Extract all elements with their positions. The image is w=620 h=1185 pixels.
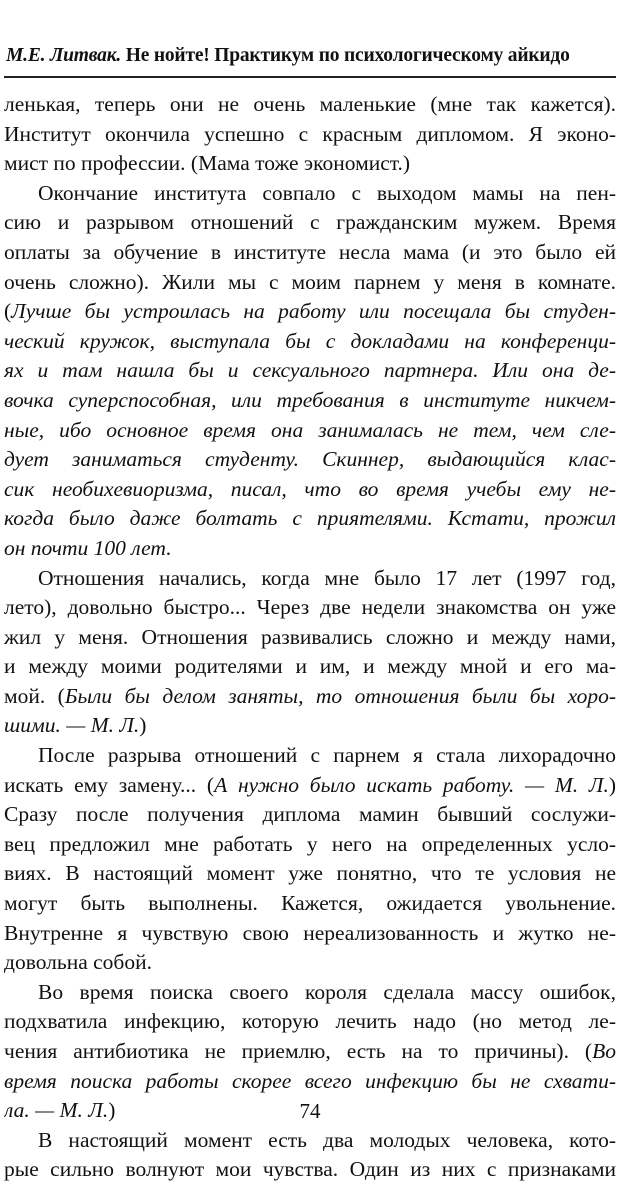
text-segment: оплаты за обучение в институте несла мама (и это было ей <box>4 239 616 264</box>
text-segment: очень сложно). Жили мы с моим парнем у меня в комнате. <box>4 269 616 294</box>
italic-comment-segment: Были бы делом заняты, то отношения были бы хоро- <box>64 683 616 708</box>
text-segment: ) <box>139 713 147 738</box>
italic-comment-segment: Во <box>592 1039 616 1063</box>
text-segment: жил у меня. Отношения развивались сложно и между нами, <box>4 624 616 649</box>
text-segment: вец предложил мне работать у него на определенных усло- <box>4 831 616 856</box>
text-line <box>4 919 616 949</box>
text-line <box>4 1067 616 1097</box>
text-segment: ) <box>608 772 616 797</box>
text-line <box>4 534 616 564</box>
text-line <box>4 504 616 534</box>
text-line <box>4 978 616 1008</box>
text-line <box>4 327 616 357</box>
italic-comment-segment: ях и там нашла бы и сексуального партнера. Или она де- <box>4 358 616 383</box>
text-segment: Отношения начались, когда мне было 17 лет (1997 год, <box>38 565 616 590</box>
text-line <box>4 475 616 505</box>
text-line <box>4 356 616 386</box>
running-head-title: Не нойте! Практикум по психологическому айкидо <box>125 45 570 66</box>
italic-comment-segment: время поиска работы скорее всего инфекцию бы не схвати- <box>4 1068 616 1093</box>
italic-comment-segment: А нужно было искать работу. — М. Л. <box>214 772 609 797</box>
text-line <box>4 208 616 238</box>
text-line <box>4 386 616 416</box>
text-line <box>4 800 616 830</box>
page-number: 74 <box>299 1099 321 1123</box>
text-line <box>4 297 616 327</box>
text-segment: виях. В настоящий момент уже понятно, что те условия не <box>4 861 616 886</box>
italic-comment-segment: ла. — М. Л. <box>4 1098 109 1123</box>
text-line <box>4 889 616 919</box>
text-line <box>4 1126 616 1156</box>
text-line <box>4 445 616 475</box>
text-segment: лето), довольно быстро... Через две недели знакомства он уже <box>4 595 616 620</box>
text-line <box>4 771 616 801</box>
text-line <box>4 1007 616 1037</box>
text-segment: мой. ( <box>4 683 65 708</box>
text-line <box>4 90 616 120</box>
text-segment: могут быть выполнены. Кажется, ожидается увольнение. <box>4 891 616 916</box>
text-segment: После разрыва отношений с парнем я стала лихорадочно <box>38 743 616 768</box>
text-segment: чения антибиотика не приемлю, есть на то причины). ( <box>4 1039 593 1063</box>
text-line <box>4 948 616 978</box>
italic-comment-segment: Лучше бы устроилась на работу или посещала бы студен- <box>11 299 616 324</box>
text-segment: Сразу после получения диплома мамин бывший сослужи- <box>4 802 616 827</box>
text-line <box>4 682 616 712</box>
text-line <box>4 741 616 771</box>
running-head-author: М.Е. Литвак. <box>6 45 122 66</box>
text-line <box>4 859 616 889</box>
running-head <box>6 44 614 68</box>
text-line <box>4 1037 616 1067</box>
text-segment: довольна собой. <box>4 950 152 975</box>
text-line <box>4 623 616 653</box>
italic-comment-segment: вочка суперспособная, или требования в институте никчем- <box>4 387 616 412</box>
text-line <box>4 711 616 741</box>
text-line <box>4 238 616 268</box>
italic-comment-segment: ные, ибо основное время она занималась не тем, чем сле- <box>4 417 616 442</box>
text-segment: рые сильно волнуют мои чувства. Один из них с признаками <box>4 1157 616 1182</box>
text-segment: искать ему замену... ( <box>4 772 215 797</box>
text-line <box>4 652 616 682</box>
body-text <box>4 90 616 1185</box>
text-line <box>4 149 616 179</box>
italic-comment-segment: когда было даже болтать с приятелями. Кстати, прожил <box>4 506 616 531</box>
text-line <box>4 268 616 298</box>
italic-comment-segment: он почти 100 лет. <box>4 535 172 560</box>
text-segment: Институт окончила успешно с красным дипломом. Я эконо- <box>4 121 616 146</box>
text-line <box>4 564 616 594</box>
text-line <box>4 179 616 209</box>
text-segment: подхватила инфекцию, которую лечить надо (но метод ле- <box>4 1009 616 1034</box>
italic-comment-segment: дует заниматься студенту. Скиннер, выдающийся клас- <box>4 447 616 472</box>
text-segment: ( <box>4 299 12 324</box>
italic-comment-segment: сик необихевиоризма, писал, что во время учебы ему не- <box>4 476 616 501</box>
text-segment: Во время поиска своего короля сделала массу ошибок, <box>38 979 616 1004</box>
text-segment: Окончание института совпало с выходом мамы на пен- <box>38 180 616 205</box>
text-segment: В настоящий момент есть два молодых человека, кото- <box>38 1127 616 1152</box>
header-rule <box>4 76 616 78</box>
text-line <box>4 416 616 446</box>
text-line <box>4 1155 616 1185</box>
text-line <box>4 830 616 860</box>
italic-comment-segment: шими. — М. Л. <box>4 713 140 738</box>
text-segment: и между моими родителями и им, и между мной и его ма- <box>4 654 616 679</box>
text-segment: мист по профессии. (Мама тоже экономист.) <box>4 151 411 176</box>
text-segment: ленькая, теперь они не очень маленькие (мне так кажется). <box>4 92 616 116</box>
text-segment: сию и разрывом отношений с гражданским мужем. Время <box>4 210 616 235</box>
text-segment: ) <box>108 1098 116 1123</box>
italic-comment-segment: ческий кружок, выступала бы с докладами на конференци- <box>4 328 616 353</box>
text-segment: Внутренне я чувствую свою нереализованность и жутко не- <box>4 920 616 945</box>
text-line <box>4 593 616 623</box>
text-line <box>4 120 616 150</box>
